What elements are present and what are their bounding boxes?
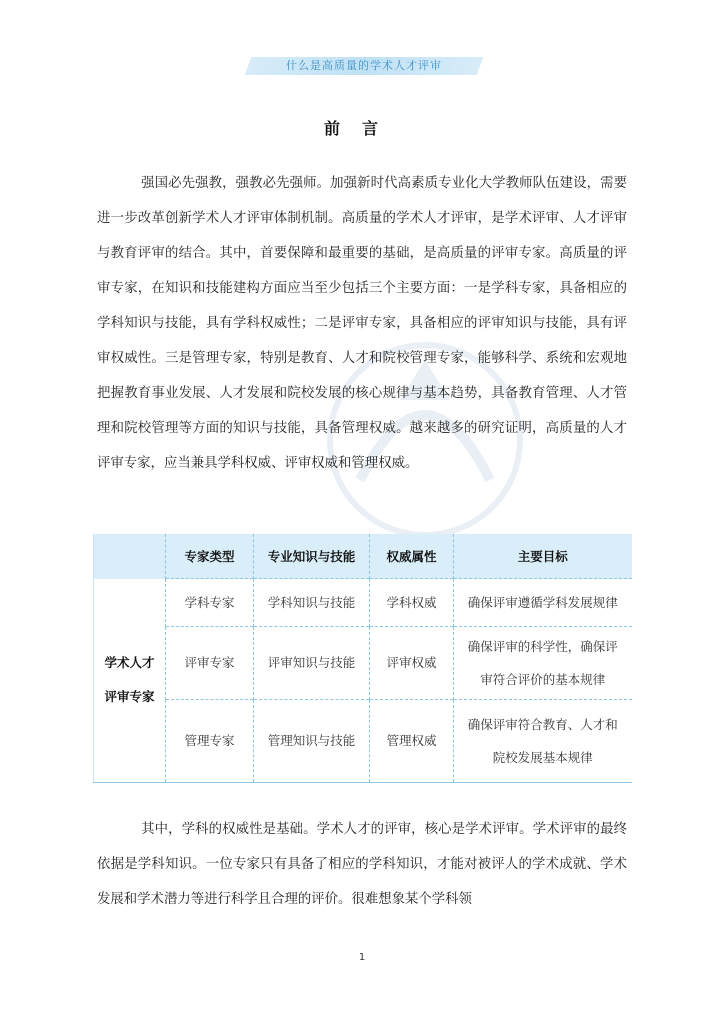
table-cell: 确保评审的科学性，确保评审符合评价的基本规律: [454, 627, 632, 700]
table-cell: 评审知识与技能: [254, 627, 370, 700]
table-row: [94, 627, 632, 700]
preface-paragraph-2: [97, 812, 627, 917]
table-cell: 学科知识与技能: [254, 579, 370, 627]
table-header-cell: [94, 534, 166, 579]
table-cell: 确保评审遵循学科发展规律: [454, 579, 632, 627]
preface-paragraph-1-text: 强国必先强教，强教必先强师。加强新时代高素质专业化大学教师队伍建设，需要进一步改革创新学术人才评审体制机制。高质量的学术人才评审，是学术评审、人才评审与教育评审的结合。其中，首要保障和最重要的基础，是高质量的评审专家。高质量的评审专家，在知识和技能建构方面应当至少包括三个主要方面：一是学科专家，具备相应的学科知识与技能，具有学科权威性；二是评审专家，具备相应的评审知识与技能，具有评审权威性。三是管理专家，特别是教育、人才和院校管理专家，能够科学、系统和宏观地把握教育事业发展、人才发展和院校发展的核心规律与基本趋势，具备教育管理、人才管理和院校管理等方面的知识与技能，具备管理权威。越来越多的研究证明，高质量的人才评审专家，应当兼具学科权威、评审权威和管理权威。: [97, 176, 627, 471]
table-cell: 管理权威: [370, 700, 454, 783]
table-header-cell: 主要目标: [454, 534, 632, 579]
table-cell: 评审专家: [166, 627, 254, 700]
table-cell: 管理专家: [166, 700, 254, 783]
table-header-cell: 专家类型: [166, 534, 254, 579]
table-cell: 管理知识与技能: [254, 700, 370, 783]
table-cell: 确保评审符合教育、人才和院校发展基本规律: [454, 700, 632, 783]
page-title: 前言: [323, 119, 400, 138]
expert-table: [93, 534, 632, 783]
table-header-cell: 专业知识与技能: [254, 534, 370, 579]
preface-paragraph-1: [97, 166, 627, 481]
table-cell: 学科专家: [166, 579, 254, 627]
table-cell: 评审权威: [370, 627, 454, 700]
table-row: [94, 700, 632, 783]
preface-paragraph-2-text: 其中，学科的权威性是基础。学术人才的评审，核心是学术评审。学术评审的最终依据是学科知识。一位专家只有具备了相应的学科知识，才能对被评人的学术成就、学术发展和学术潜力等进行科学且合理的评价。很难想象某个学科领: [97, 822, 627, 907]
page-number: 1: [358, 952, 366, 963]
table-header-cell: 权威属性: [370, 534, 454, 579]
group-label-cell: [94, 579, 166, 783]
table-cell: 学科权威: [370, 579, 454, 627]
running-header: 什么是高质量的学术人才评审: [286, 59, 442, 72]
group-label: 学术人才评审专家: [104, 655, 155, 705]
table-row: [94, 579, 632, 627]
table-header-row: [94, 534, 632, 579]
